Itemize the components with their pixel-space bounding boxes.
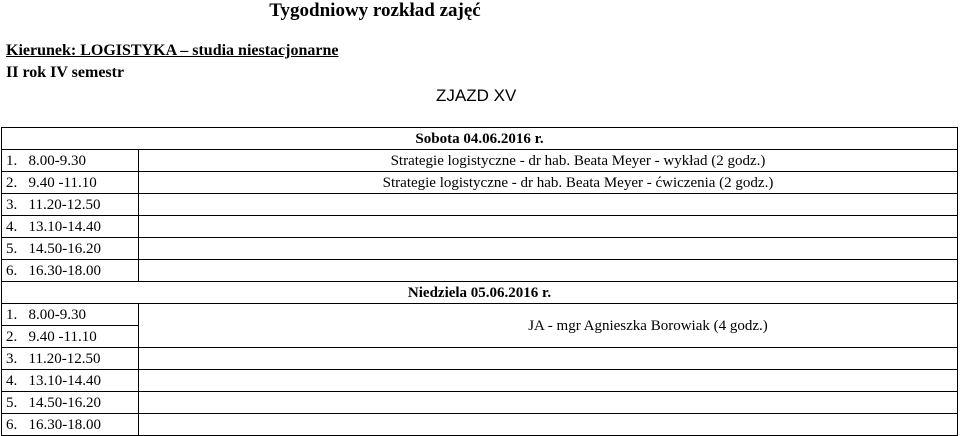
slot-number: 5. — [6, 240, 18, 257]
slot-time: 11.20-12.50 — [28, 350, 101, 367]
table-row — [2, 150, 958, 172]
table-row — [2, 238, 958, 260]
sunday-date: Niedziela 05.06.2016 r. — [2, 282, 958, 304]
slot-time: 14.50-16.20 — [28, 394, 101, 411]
page-title: Tygodniowy rozkład zajęć — [269, 0, 481, 21]
slot-time: 8.00-9.30 — [28, 306, 86, 323]
table-row — [2, 348, 958, 370]
table-row — [2, 194, 958, 216]
subject-cell — [139, 392, 958, 414]
subject-cell — [139, 370, 958, 392]
table-row — [2, 172, 958, 194]
table-row — [2, 216, 958, 238]
time-slot — [2, 238, 139, 260]
schedule-table — [1, 127, 958, 436]
slot-number: 2. — [6, 328, 18, 345]
time-slot — [2, 194, 139, 216]
time-slot — [2, 216, 139, 238]
slot-number: 6. — [6, 416, 18, 433]
department-line: Kierunek: LOGISTYKA – studia niestacjonarne — [6, 42, 339, 59]
subject-cell — [139, 260, 958, 282]
year-semester-line: II rok IV semestr — [6, 64, 125, 81]
slot-number: 1. — [6, 152, 18, 169]
table-row — [2, 304, 958, 326]
sunday-header-row — [2, 282, 958, 304]
subject-cell: Strategie logistyczne - dr hab. Beata Meyer - ćwiczenia (2 godz.) — [139, 172, 958, 194]
subject-cell — [139, 238, 958, 260]
table-row — [2, 392, 958, 414]
slot-time: 14.50-16.20 — [28, 240, 101, 257]
time-slot — [2, 414, 139, 436]
time-slot — [2, 348, 139, 370]
time-slot — [2, 304, 139, 326]
subject-cell — [139, 348, 958, 370]
slot-number: 3. — [6, 350, 18, 367]
slot-time: 9.40 -11.10 — [28, 174, 97, 191]
time-slot — [2, 150, 139, 172]
table-row — [2, 260, 958, 282]
subject-cell — [139, 414, 958, 436]
slot-time: 9.40 -11.10 — [28, 328, 97, 345]
slot-number: 5. — [6, 394, 18, 411]
saturday-date: Sobota 04.06.2016 r. — [2, 128, 958, 150]
slot-time: 16.30-18.00 — [28, 416, 101, 433]
time-slot — [2, 370, 139, 392]
subject-cell-merged: JA - mgr Agnieszka Borowiak (4 godz.) — [139, 304, 958, 348]
slot-number: 1. — [6, 306, 18, 323]
slot-number: 4. — [6, 218, 18, 235]
subject-cell — [139, 194, 958, 216]
slot-time: 8.00-9.30 — [28, 152, 86, 169]
slot-number: 2. — [6, 174, 18, 191]
time-slot — [2, 392, 139, 414]
slot-time: 16.30-18.00 — [28, 262, 101, 279]
time-slot — [2, 260, 139, 282]
time-slot — [2, 326, 139, 348]
slot-time: 11.20-12.50 — [28, 196, 101, 213]
slot-number: 6. — [6, 262, 18, 279]
table-row — [2, 370, 958, 392]
subject-cell: Strategie logistyczne - dr hab. Beata Meyer - wykład (2 godz.) — [139, 150, 958, 172]
session-label: ZJAZD XV — [436, 86, 517, 105]
table-row — [2, 414, 958, 436]
slot-time: 13.10-14.40 — [28, 372, 101, 389]
time-slot — [2, 172, 139, 194]
slot-number: 3. — [6, 196, 18, 213]
slot-number: 4. — [6, 372, 18, 389]
saturday-header-row — [2, 128, 958, 150]
subject-cell — [139, 216, 958, 238]
slot-time: 13.10-14.40 — [28, 218, 101, 235]
